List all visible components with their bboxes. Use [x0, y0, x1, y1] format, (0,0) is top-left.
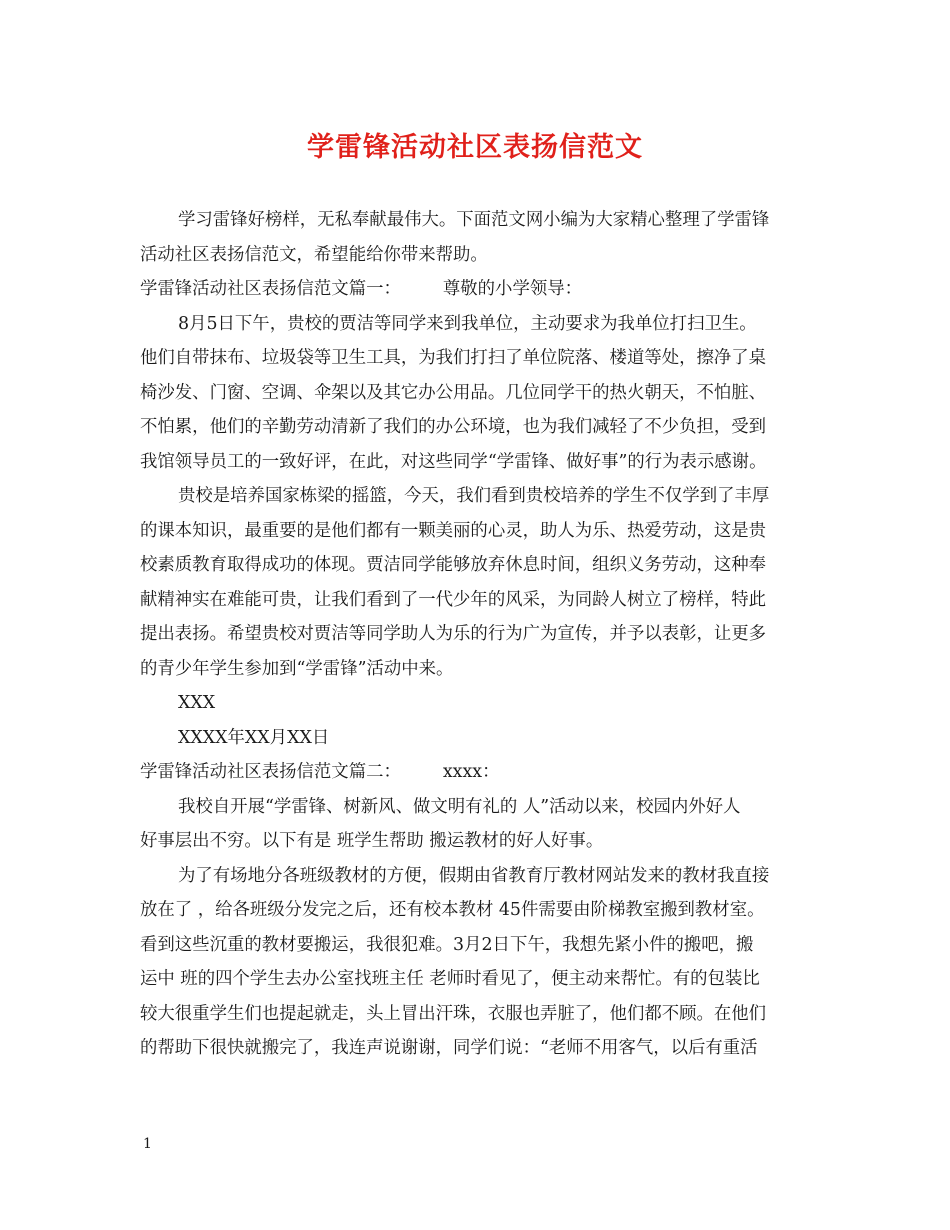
paragraph-line: 的青少年学生参加到“学雷锋”活动中来。 — [140, 658, 454, 679]
signature-name: XXX — [178, 693, 216, 713]
paragraph-line: 献精神实在难能可贵，让我们看到了一代少年的风采，为同龄人树立了榜样，特此 — [140, 589, 767, 610]
paragraph-line: 我馆领导员工的一致好评，在此，对这些同学“学雷锋、做好事”的行为表示感谢。 — [140, 451, 767, 472]
paragraph-line: 8月5日下午，贵校的贾洁等同学来到我单位，主动要求为我单位打扫卫生。 — [178, 313, 757, 334]
section-heading: 学雷锋活动社区表扬信范文篇二： — [140, 762, 401, 782]
paragraph-line: 好事层出不穷。以下有是 班学生帮助 搬运教材的好人好事。 — [140, 831, 604, 851]
paragraph-line: 提出表扬。希望贵校对贾洁等同学助人为乐的行为广为宣传，并予以表彰，让更多 — [140, 624, 767, 644]
paragraph-line: 校素质教育取得成功的体现。贾洁同学能够放弃休息时间，组织义务劳动，这种奉 — [140, 555, 767, 575]
salutation: 尊敬的小学领导： — [442, 279, 583, 299]
paragraph-line: 运中 班的四个学生去办公室找班主任 老师时看见了，便主动来帮忙。有的包装比 — [140, 969, 760, 989]
signature-date: XXXX年XX月XX日 — [178, 727, 330, 748]
section-heading-line — [140, 272, 820, 307]
paragraph-line: 我校自开展“学雷锋、树新风、做文明有礼的 人”活动以来，校园内外好人 — [178, 796, 741, 817]
paragraph-line: 为了有场地分各班级教材的方便，假期由省教育厅教材网站发来的教材我直接 — [178, 865, 770, 886]
paragraph-line: 活动社区表扬信范文，希望能给你带来帮助。 — [140, 244, 488, 265]
section-heading-line — [140, 755, 820, 790]
document-body — [140, 203, 820, 1066]
paragraph-line: 看到这些沉重的教材要搬运，我很犯难。3月2日下午，我想先紧小件的搬吧，搬 — [140, 934, 754, 955]
section-heading: 学雷锋活动社区表扬信范文篇一： — [140, 279, 401, 299]
paragraph-line: 他们自带抹布、垃圾袋等卫生工具，为我们打扫了单位院落、楼道等处，擦净了桌 — [140, 348, 767, 368]
paragraph-line: 不怕累，他们的辛勤劳动清新了我们的办公环境，也为我们减轻了不少负担，受到 — [140, 417, 767, 437]
salutation: xxxx： — [442, 762, 500, 782]
paragraph-line: 学习雷锋好榜样，无私奉献最伟大。下面范文网小编为大家精心整理了学雷锋 — [178, 210, 770, 230]
document-title: 学雷锋活动社区表扬信范文 — [307, 132, 643, 163]
paragraph-line: 的课本知识，最重要的是他们都有一颗美丽的心灵，助人为乐、热爱劳动，这是贵 — [140, 520, 767, 541]
page-number: 1 — [143, 1136, 152, 1152]
paragraph-line: 放在了 ，给各班级分发完之后，还有校本教材 45件需要由阶梯教室搬到教材室。 — [140, 900, 765, 920]
paragraph-line: 椅沙发、门窗、空调、伞架以及其它办公用品。几位同学干的热火朝天，不怕脏、 — [140, 382, 767, 403]
paragraph-line: 贵校是培养国家栋梁的摇篮，今天，我们看到贵校培养的学生不仅学到了丰厚 — [178, 486, 770, 506]
paragraph-line: 的帮助下很快就搬完了，我连声说谢谢，同学们说：“老师不用客气，以后有重活 — [140, 1038, 758, 1058]
paragraph-line: 较大很重学生们也提起就走，头上冒出汗珠，衣服也弄脏了，他们都不顾。在他们 — [140, 1003, 767, 1024]
